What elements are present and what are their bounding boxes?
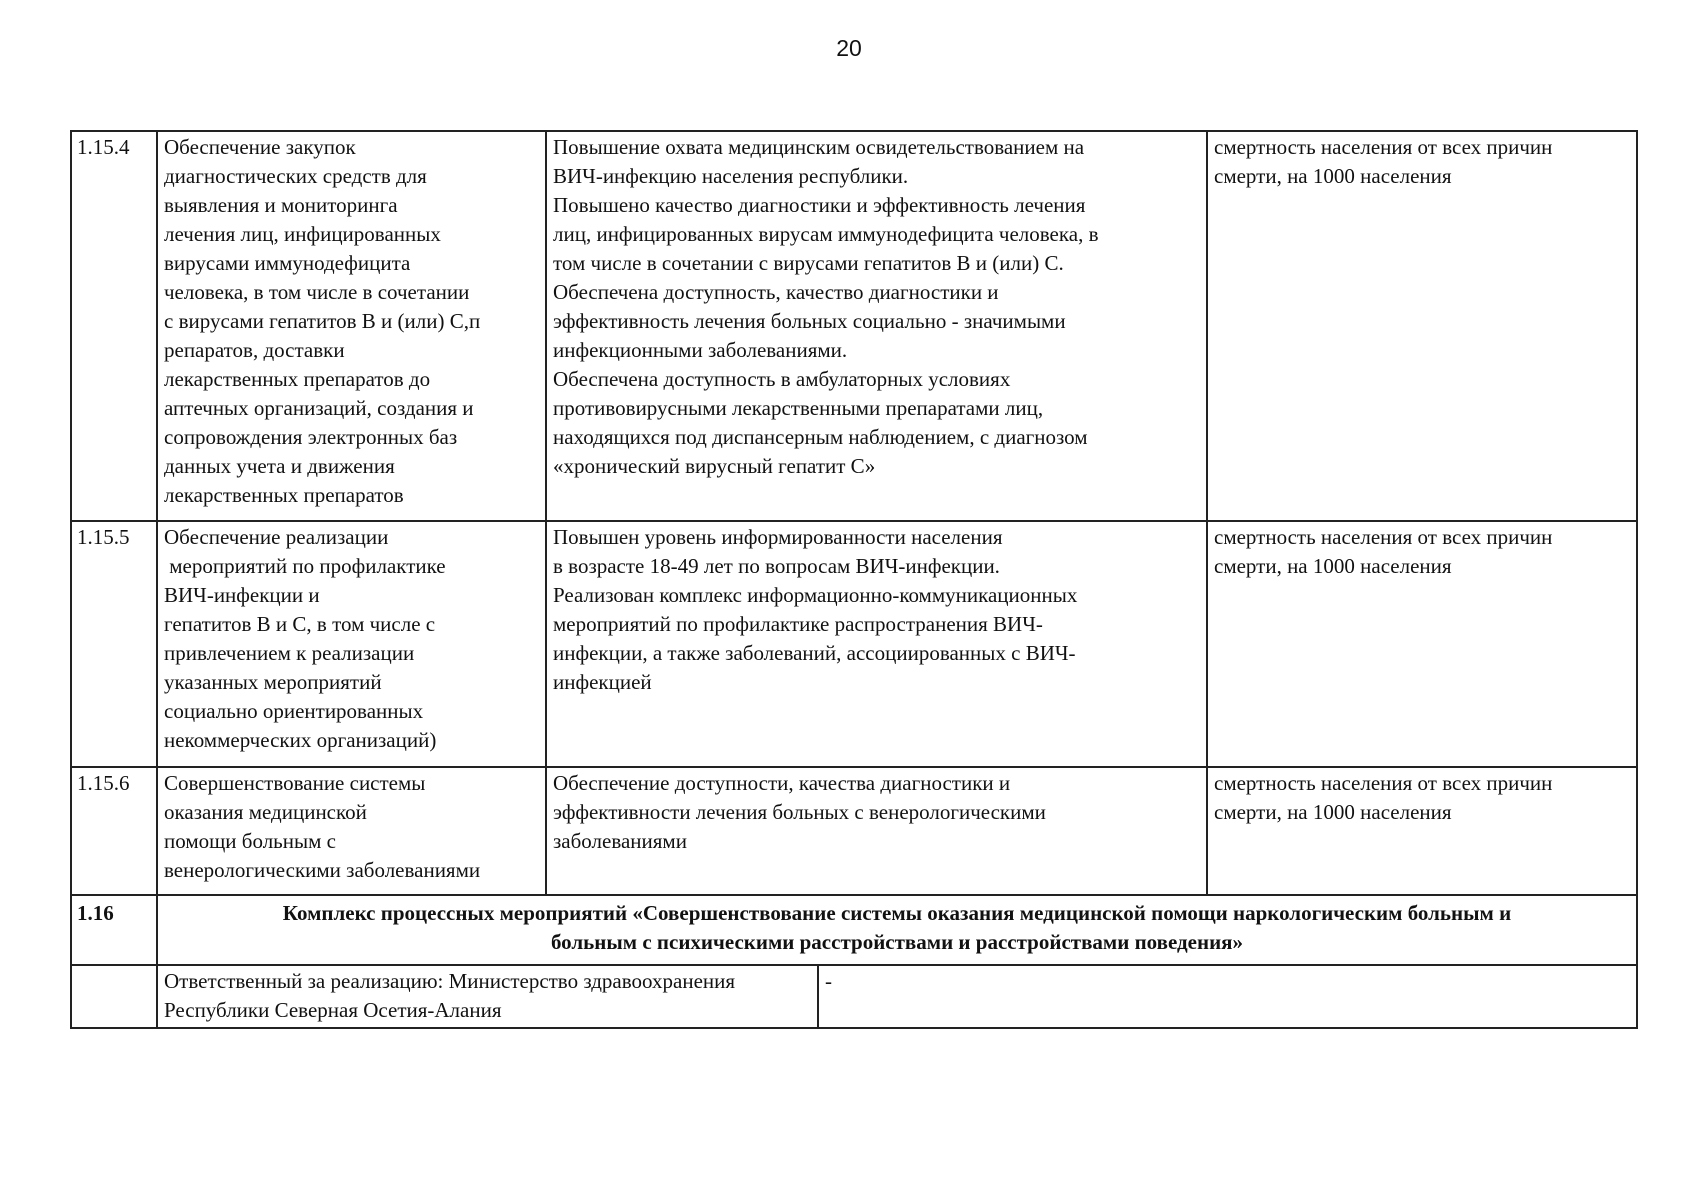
section-row — [71, 895, 1637, 965]
result-cell — [546, 521, 1207, 767]
result-line: инфекции, а также заболеваний, ассоциированных с ВИЧ- — [553, 641, 1076, 665]
task-line: социально ориентированных — [164, 699, 424, 723]
result-line: в возрасте 18-49 лет по вопросам ВИЧ-инфекции. — [553, 554, 1000, 578]
task-line: выявления и мониторинга — [164, 193, 398, 217]
indicator-line: смертность населения от всех причин — [1214, 525, 1553, 549]
table-row — [71, 521, 1637, 767]
task-line: мероприятий по профилактике — [164, 554, 446, 578]
responsible-value-cell — [818, 965, 1637, 1028]
responsible-value: - — [825, 969, 832, 993]
task-line: человека, в том числе в сочетании — [164, 280, 470, 304]
result-line: заболеваниями — [553, 829, 687, 853]
result-cell — [546, 131, 1207, 521]
task-line: вирусами иммунодефицита — [164, 251, 411, 275]
section-title-cell — [157, 895, 1637, 965]
responsible-row — [71, 965, 1637, 1028]
row-number-cell — [71, 767, 157, 895]
result-line: ВИЧ-инфекцию населения республики. — [553, 164, 909, 188]
section-number: 1.16 — [77, 901, 114, 925]
result-line: противовирусными лекарственными препаратами лиц, — [553, 396, 1044, 420]
task-line: гепатитов В и С, в том числе с — [164, 612, 436, 636]
indicator-cell — [1207, 131, 1637, 521]
task-cell — [157, 767, 546, 895]
task-line: с вирусами гепатитов В и (или) С,п — [164, 309, 481, 333]
task-line: сопровождения электронных баз — [164, 425, 458, 449]
result-line: том числе в сочетании с вирусами гепатитов В и (или) С. — [553, 251, 1064, 275]
result-line: Повышено качество диагностики и эффективность лечения — [553, 193, 1086, 217]
program-table — [70, 130, 1638, 1029]
task-line: помощи больным с — [164, 829, 336, 853]
table-row — [71, 131, 1637, 521]
indicator-line: смерти, на 1000 населения — [1214, 164, 1452, 188]
result-line: эффективности лечения больных с венерологическими — [553, 800, 1046, 824]
task-line: лечения лиц, инфицированных — [164, 222, 441, 246]
task-line: Обеспечение закупок — [164, 135, 356, 159]
row-number: 1.15.4 — [77, 135, 130, 159]
result-line: Повышение охвата медицинским освидетельствованием на — [553, 135, 1085, 159]
task-line: репаратов, доставки — [164, 338, 345, 362]
result-line: Реализован комплекс информационно-коммуникационных — [553, 583, 1078, 607]
result-line: мероприятий по профилактике распространения ВИЧ- — [553, 612, 1043, 636]
page-number: 20 — [836, 35, 862, 61]
responsible-cell — [157, 965, 818, 1028]
row-number: 1.15.6 — [77, 771, 130, 795]
section-number-cell — [71, 895, 157, 965]
table-row — [71, 767, 1637, 895]
result-line: находящихся под диспансерным наблюдением, с диагнозом — [553, 425, 1088, 449]
task-cell — [157, 131, 546, 521]
task-line: лекарственных препаратов до — [164, 367, 431, 391]
indicator-cell — [1207, 521, 1637, 767]
result-line: Обеспечение доступности, качества диагностики и — [553, 771, 1011, 795]
task-line: оказания медицинской — [164, 800, 367, 824]
section-title-line: Комплекс процессных мероприятий «Совершенствование системы оказания медицинской помощи наркологическим больным и — [282, 901, 1512, 925]
task-line: привлечением к реализации — [164, 641, 415, 665]
task-line: Совершенствование системы — [164, 771, 426, 795]
task-line: аптечных организаций, создания и — [164, 396, 474, 420]
result-line: инфекцией — [553, 670, 652, 694]
indicator-line: смерти, на 1000 населения — [1214, 554, 1452, 578]
row-number-cell — [71, 131, 157, 521]
result-line: Обеспечена доступность в амбулаторных условиях — [553, 367, 1011, 391]
task-line: ВИЧ-инфекции и — [164, 583, 320, 607]
task-line: данных учета и движения — [164, 454, 395, 478]
indicator-cell — [1207, 767, 1637, 895]
task-line: некоммерческих организаций) — [164, 728, 437, 752]
result-line: инфекционными заболеваниями. — [553, 338, 848, 362]
result-line: Обеспечена доступность, качество диагностики и — [553, 280, 999, 304]
result-line: «хронический вирусный гепатит С» — [553, 454, 876, 478]
indicator-line: смертность населения от всех причин — [1214, 135, 1553, 159]
empty-number-cell — [71, 965, 157, 1028]
section-title-line: больным с психическими расстройствами и расстройствами поведения» — [550, 930, 1244, 954]
row-number-cell — [71, 521, 157, 767]
responsible-line: Республики Северная Осетия-Алания — [164, 998, 502, 1022]
result-cell — [546, 767, 1207, 895]
result-line: лиц, инфицированных вирусам иммунодефицита человека, в — [553, 222, 1099, 246]
indicator-line: смертность населения от всех причин — [1214, 771, 1553, 795]
result-line: Повышен уровень информированности населения — [553, 525, 1003, 549]
task-line: диагностических средств для — [164, 164, 427, 188]
task-cell — [157, 521, 546, 767]
row-number: 1.15.5 — [77, 525, 130, 549]
responsible-line: Ответственный за реализацию: Министерство здравоохранения — [164, 969, 736, 993]
result-line: эффективность лечения больных социально - значимыми — [553, 309, 1066, 333]
task-line: венерологическими заболеваниями — [164, 858, 481, 882]
task-line: лекарственных препаратов — [164, 483, 404, 507]
indicator-line: смерти, на 1000 населения — [1214, 800, 1452, 824]
task-line: указанных мероприятий — [164, 670, 382, 694]
task-line: Обеспечение реализации — [164, 525, 389, 549]
